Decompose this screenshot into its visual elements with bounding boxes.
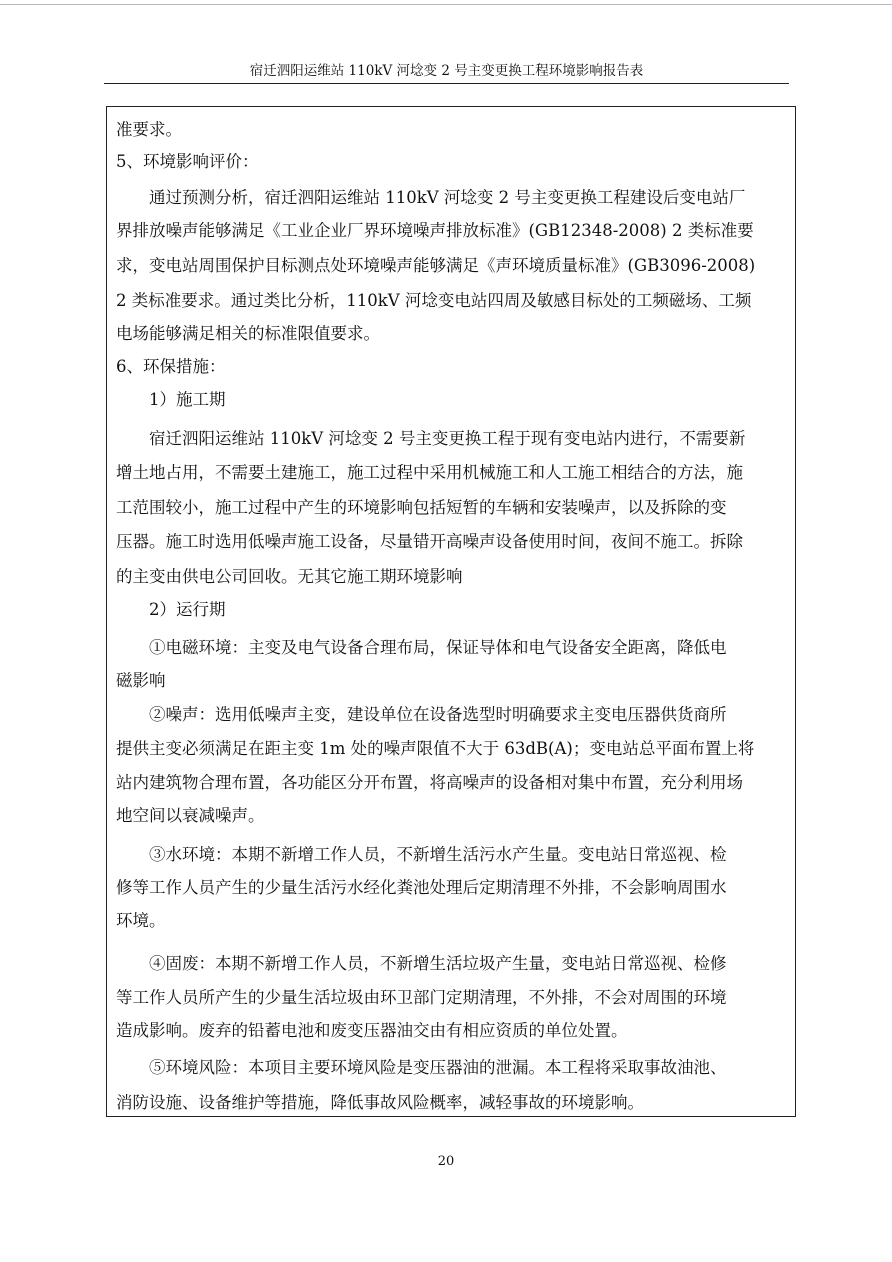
text-line: ③水环境：本期不新增工作人员，不新增生活污水产生量。变电站日常巡视、检 xyxy=(116,845,727,864)
text-line: ⑤环境风险：本项目主要环境风险是变压器油的泄漏。本工程将采取事故油池、 xyxy=(116,1058,727,1077)
text-line: 工范围较小，施工过程中产生的环境影响包括短暂的车辆和安装噪声，以及拆除的变 xyxy=(116,498,727,517)
text-line: 磁影响 xyxy=(116,671,166,690)
text-line: 提供主变必须满足在距主变 1m 处的噪声限值不大于 63dB(A)；变电站总平面布置上将 xyxy=(116,739,755,758)
text-line: ④固废：本期不新增工作人员，不新增生活垃圾产生量，变电站日常巡视、检修 xyxy=(116,954,727,973)
text-line: 5、环境影响评价： xyxy=(116,152,259,171)
text-line: 增土地占用，不需要土建施工，施工过程中采用机械施工和人工施工相结合的方法，施 xyxy=(116,463,743,482)
text-line: 1）施工期 xyxy=(116,390,226,409)
page-header: 宿迁泗阳运维站 110kV 河埝变 2 号主变更换工程环境影响报告表 xyxy=(249,63,644,79)
text-line: 修等工作人员产生的少量生活污水经化粪池处理后定期清理不外排，不会影响周围水 xyxy=(116,878,727,897)
text-line: ①电磁环境：主变及电气设备合理布局，保证导体和电气设备安全距离，降低电 xyxy=(116,638,727,657)
text-line: 的主变由供电公司回收。无其它施工期环境影响 xyxy=(116,567,463,586)
text-line: 通过预测分析，宿迁泗阳运维站 110kV 河埝变 2 号主变更换工程建设后变电站厂 xyxy=(116,188,746,207)
text-line: 造成影响。废弃的铅蓄电池和废变压器油交由有相应资质的单位处置。 xyxy=(116,1021,628,1040)
text-line: 准要求。 xyxy=(116,120,182,139)
text-line: 6、环保措施： xyxy=(116,357,226,376)
page-number: 20 xyxy=(437,1154,455,1169)
text-line: 电场能够满足相关的标准限值要求。 xyxy=(116,324,380,343)
text-line: 消防设施、设备维护等措施，降低事故风险概率，减轻事故的环境影响。 xyxy=(116,1093,644,1112)
text-line: 等工作人员所产生的少量生活垃圾由环卫部门定期清理，不外排，不会对周围的环境 xyxy=(116,988,727,1007)
text-line: ②噪声：选用低噪声主变，建设单位在设备选型时明确要求主变电压器供货商所 xyxy=(116,705,727,724)
text-line: 2）运行期 xyxy=(116,600,226,619)
text-line: 环境。 xyxy=(116,911,166,930)
text-line: 站内建筑物合理布置，各功能区分开布置，将高噪声的设备相对集中布置，充分利用场 xyxy=(116,773,743,792)
text-line: 地空间以衰减噪声。 xyxy=(116,806,265,825)
text-line: 界排放噪声能够满足《工业企业厂界环境噪声排放标准》(GB12348-2008) 2 类标准要 xyxy=(116,221,754,240)
text-line: 宿迁泗阳运维站 110kV 河埝变 2 号主变更换工程于现有变电站内进行，不需要新 xyxy=(116,429,746,448)
header-rule xyxy=(104,83,789,84)
text-line: 压器。施工时选用低噪声施工设备，尽量错开高噪声设备使用时间，夜间不施工。拆除 xyxy=(116,532,743,551)
text-line: 求，变电站周围保护目标测点处环境噪声能够满足《声环境质量标准》(GB3096-2008) xyxy=(116,256,756,275)
text-line: 2 类标准要求。通过类比分析，110kV 河埝变电站四周及敏感目标处的工频磁场、工频 xyxy=(116,291,752,310)
page-top-rule xyxy=(0,4,892,5)
